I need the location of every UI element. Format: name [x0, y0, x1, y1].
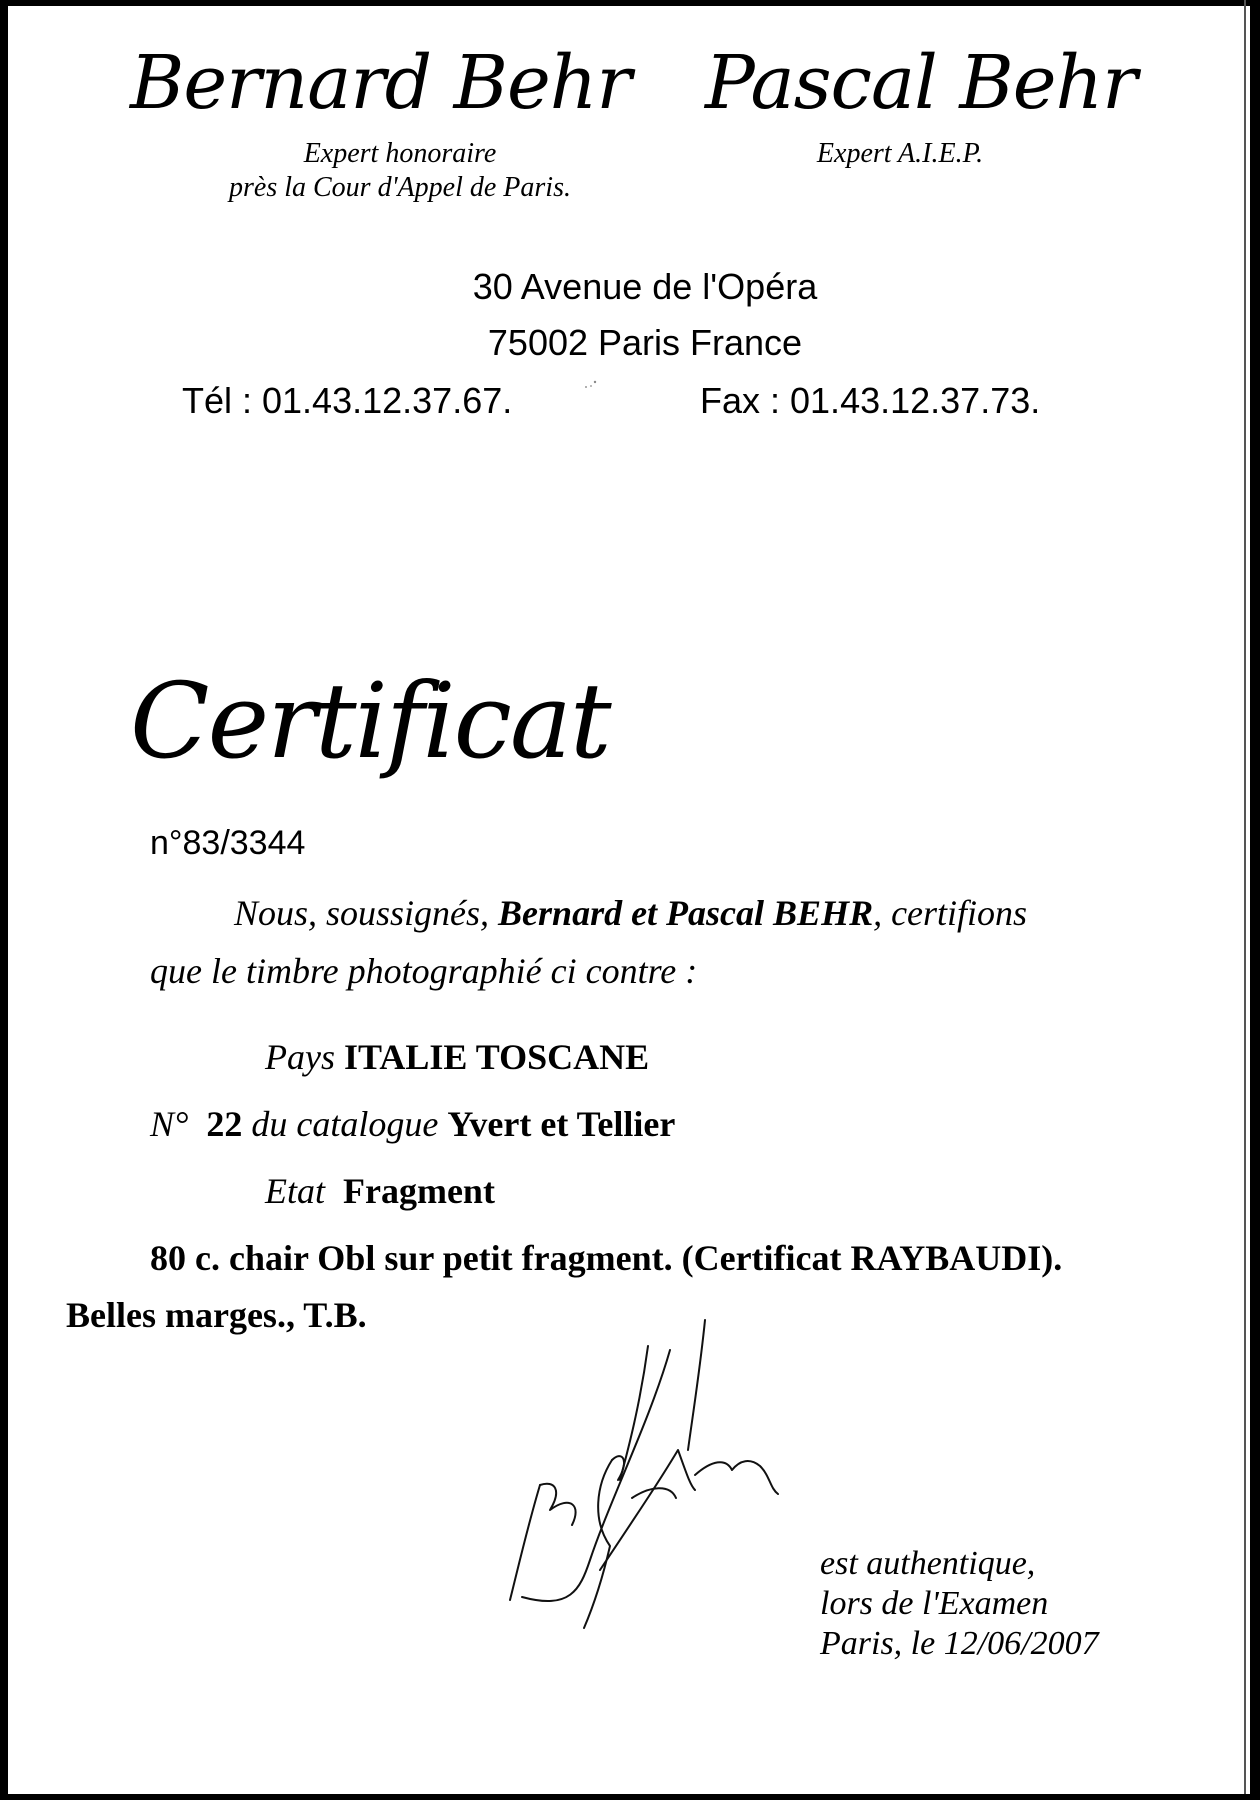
etat-label: Etat [265, 1171, 325, 1211]
certificate-title: Certificat [130, 660, 610, 782]
etat-line [265, 1170, 495, 1212]
intro-names: Bernard et Pascal BEHR [498, 893, 874, 933]
closing-line-2: lors de l'Examen [820, 1585, 1049, 1622]
address-street: 30 Avenue de l'Opéra [472, 266, 818, 307]
scan-speck [583, 380, 597, 390]
intro-line-2 [150, 950, 697, 992]
remarks: Belles marges., T.B. [66, 1295, 367, 1335]
subtitle-left-line1: Expert honoraire [303, 138, 497, 169]
description: 80 c. chair Obl sur petit fragment. (Certificat RAYBAUDI). [150, 1238, 1063, 1278]
intro-pre: Nous, soussignés, [234, 893, 499, 933]
closing-line-1: est authentique, [820, 1545, 1036, 1582]
telephone: Tél : 01.43.12.37.67. [182, 380, 513, 421]
pays-label: Pays [265, 1037, 335, 1077]
subtitle-left-line2: près la Cour d'Appel de Paris. [229, 172, 571, 203]
logo-pascal-behr: Pascal Behr [705, 40, 1137, 126]
catalogue-value: Yvert et Tellier [447, 1104, 676, 1144]
closing-date: Paris, le 12/06/2007 [820, 1625, 1099, 1662]
intro-post: , certifions [873, 893, 1028, 933]
address-city: 75002 Paris France [487, 322, 803, 363]
intro-line-1 [234, 892, 1027, 934]
etat-value: Fragment [343, 1171, 495, 1211]
pays-line [265, 1036, 649, 1078]
subtitle-left [170, 137, 630, 205]
fax: Fax : 01.43.12.37.73. [700, 380, 1041, 421]
closing-block [820, 1544, 1099, 1664]
logo-bernard-behr: Bernard Behr [130, 40, 631, 126]
pays-value: ITALIE TOSCANE [343, 1037, 650, 1077]
no-value: 22 [206, 1104, 243, 1144]
intro-line2-text: que le timbre photographié ci contre : [150, 951, 698, 991]
catalogue-line [150, 1103, 675, 1145]
signature [500, 1310, 840, 1630]
no-label: N° [150, 1104, 189, 1144]
scan-edge-bottom [0, 1794, 1260, 1800]
subtitle-right: Expert A.I.E.P. [816, 138, 984, 169]
catalogue-label: du catalogue [251, 1104, 439, 1144]
scan-edge-top [0, 0, 1260, 6]
certificate-number: n°83/3344 [150, 824, 306, 862]
